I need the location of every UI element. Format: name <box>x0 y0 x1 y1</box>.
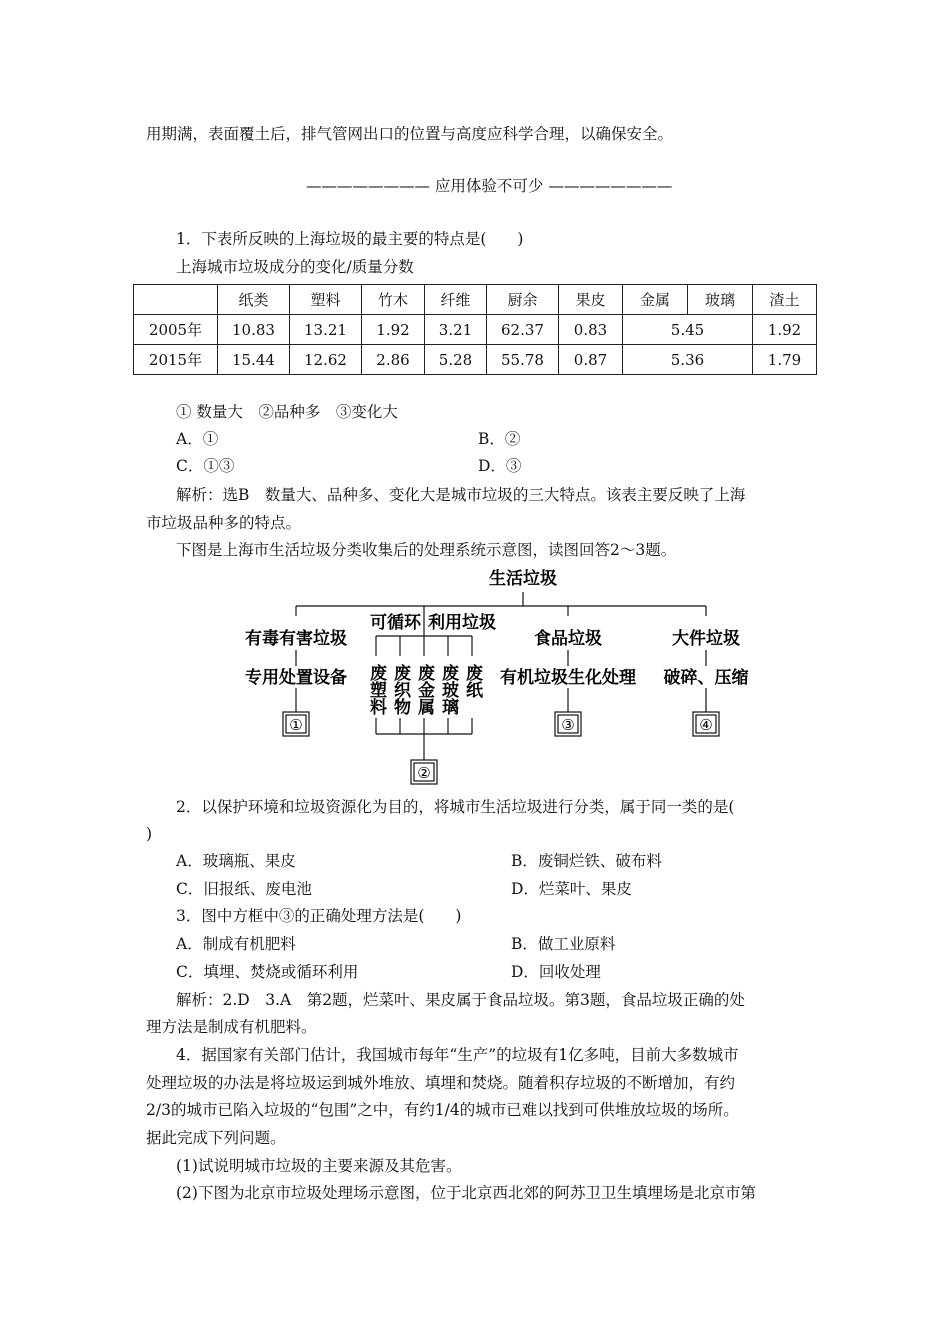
diagram-box-2: ② <box>417 764 431 782</box>
q1-stem: 1．下表所反映的上海垃圾的最主要的特点是( ) <box>176 230 524 248</box>
garbage-processing-diagram <box>236 566 756 788</box>
diagram-box-1: ① <box>289 716 303 734</box>
diagram-organic-processing-label: 有机垃圾生化处理 <box>500 668 636 688</box>
q4-paragraph-line-3: 2/3的城市已陷入垃圾的“包围”之中，有约1/4的城市已难以找到可供堆放垃圾的场所。 <box>146 1101 739 1119</box>
intro-line: 用期满，表面覆土后，排气管网出口的位置与高度应科学合理，以确保安全。 <box>146 125 674 143</box>
diagram-recyclable-label-b: 利用垃圾 <box>428 613 496 633</box>
diagram-food-label: 食品垃圾 <box>534 629 602 649</box>
q2-stem-line-2: ) <box>146 825 153 843</box>
q1-option-c: C．①③ <box>176 457 235 475</box>
table-cell: 1.79 <box>753 345 817 375</box>
table-header-cell <box>134 285 218 315</box>
q4-paragraph-line-2: 处理垃圾的办法是将垃圾运到城外堆放、填埋和焚烧。随着积存垃圾的不断增加，有约 <box>146 1074 736 1092</box>
table-cell: 10.83 <box>218 315 290 345</box>
table-header-cell: 金属 <box>623 285 688 315</box>
table-cell: 5.45 <box>623 315 753 345</box>
q3-option-c: C．填埋、焚烧或循环利用 <box>176 963 359 981</box>
table-cell: 1.92 <box>362 315 425 345</box>
q4-sub-question-2: (2)下图为北京市垃圾处理场示意图，位于北京西北郊的阿苏卫卫生填埋场是北京市第 <box>176 1184 756 1202</box>
q1-option-d: D．③ <box>478 457 522 475</box>
diagram-bulky-label: 大件垃圾 <box>672 629 740 649</box>
table-row <box>134 345 817 375</box>
q1-option-b: B．② <box>478 430 521 448</box>
q1-table-title: 上海城市垃圾成分的变化/质量分数 <box>176 258 414 276</box>
garbage-composition-table <box>133 284 817 375</box>
q2-option-b: B．废铜烂铁、破布料 <box>511 852 662 870</box>
table-cell: 62.37 <box>487 315 559 345</box>
diagram-recyclable-label-a: 可循环 <box>370 613 421 633</box>
q1-option-a: A．① <box>176 430 219 448</box>
table-header-cell: 竹木 <box>362 285 425 315</box>
diagram-hazardous-label: 有毒有害垃圾 <box>245 629 347 649</box>
table-cell: 3.21 <box>425 315 487 345</box>
diagram-waste-item: 废织物 <box>390 664 410 715</box>
q3-stem: 3．图中方框中③的正确处理方法是( ) <box>176 907 462 925</box>
table-cell: 12.62 <box>290 345 362 375</box>
diagram-waste-item: 废纸 <box>462 664 482 698</box>
q4-paragraph-line-1: 4．据国家有关部门估计，我国城市每年“生产”的垃圾有1亿多吨，目前大多数城市 <box>176 1046 739 1064</box>
table-header-cell: 渣土 <box>753 285 817 315</box>
table-cell: 2005年 <box>134 315 218 345</box>
diagram-box-4: ④ <box>699 716 713 734</box>
table-header-cell: 纤维 <box>425 285 487 315</box>
q3-option-d: D．回收处理 <box>511 963 601 981</box>
diagram-waste-item: 废金属 <box>414 664 434 715</box>
diagram-special-equipment-label: 专用处置设备 <box>245 668 347 688</box>
q1-analysis-line-1: 解析：选B 数量大、品种多、变化大是城市垃圾的三大特点。该表主要反映了上海 <box>176 486 746 504</box>
table-cell: 1.92 <box>753 315 817 345</box>
table-cell: 2015年 <box>134 345 218 375</box>
diagram-root-label: 生活垃圾 <box>489 569 557 589</box>
q1-analysis-line-2: 市垃圾品种多的特点。 <box>146 514 302 532</box>
table-header-cell: 塑料 <box>290 285 362 315</box>
q3-analysis-line-1: 解析：2.D 3.A 第2题，烂菜叶、果皮属于食品垃圾。第3题，食品垃圾正确的处 <box>176 991 745 1009</box>
table-cell: 13.21 <box>290 315 362 345</box>
diagram-intro: 下图是上海市生活垃圾分类收集后的处理系统示意图，读图回答2～3题。 <box>176 541 677 559</box>
table-cell: 55.78 <box>487 345 559 375</box>
table-cell: 2.86 <box>362 345 425 375</box>
table-cell: 0.87 <box>559 345 623 375</box>
q3-analysis-line-2: 理方法是制成有机肥料。 <box>146 1018 317 1036</box>
table-header-cell: 纸类 <box>218 285 290 315</box>
diagram-crush-compress-label: 破碎、压缩 <box>663 668 749 688</box>
table-cell: 0.83 <box>559 315 623 345</box>
q2-option-d: D．烂菜叶、果皮 <box>511 880 632 898</box>
q3-option-b: B．做工业原料 <box>511 935 616 953</box>
table-header-cell: 果皮 <box>559 285 623 315</box>
table-row <box>134 315 817 345</box>
diagram-box-3: ③ <box>561 716 575 734</box>
q2-option-c: C．旧报纸、废电池 <box>176 880 312 898</box>
q3-option-a: A．制成有机肥料 <box>176 935 296 953</box>
q2-option-a: A．玻璃瓶、果皮 <box>176 852 296 870</box>
table-header-cell: 玻璃 <box>688 285 753 315</box>
section-heading: ———————— 应用体验不可少 ———————— <box>306 177 673 195</box>
table-header-cell: 厨余 <box>487 285 559 315</box>
q2-stem-line-1: 2．以保护环境和垃圾资源化为目的，将城市生活垃圾进行分类，属于同一类的是( <box>176 798 735 816</box>
q4-sub-question-1: (1)试说明城市垃圾的主要来源及其危害。 <box>176 1157 462 1175</box>
table-cell: 5.36 <box>623 345 753 375</box>
table-cell: 5.28 <box>425 345 487 375</box>
diagram-waste-item: 废塑料 <box>366 664 386 715</box>
table-header-row <box>134 285 817 315</box>
q1-statements: ① 数量大 ②品种多 ③变化大 <box>176 403 398 421</box>
table-cell: 15.44 <box>218 345 290 375</box>
q4-paragraph-line-4: 据此完成下列问题。 <box>146 1129 286 1147</box>
diagram-waste-item: 废玻璃 <box>438 664 458 715</box>
